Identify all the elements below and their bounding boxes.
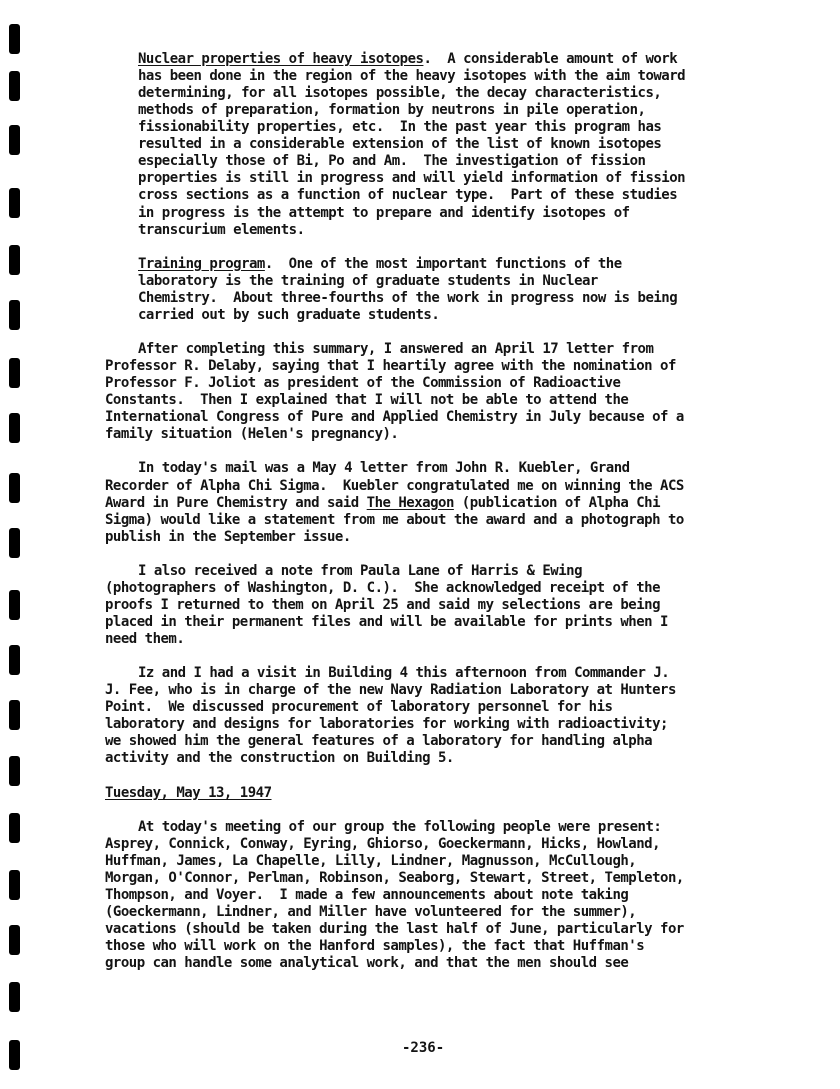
text-line [105, 358, 676, 375]
text-line [138, 51, 677, 68]
underlined-text: The Hexagon [366, 494, 454, 511]
text-line [138, 136, 661, 153]
line-text: At today's meeting of our group the following people were present: [138, 818, 662, 835]
line-text: has been done in the region of the heavy isotopes with the aim toward [138, 68, 686, 85]
line-text: In today's mail was a May 4 letter from John R. Kuebler, Grand [138, 460, 630, 477]
text-line [138, 205, 630, 222]
line-text: fissionability properties, etc. In the past year this program has [138, 119, 662, 136]
text-line [105, 426, 398, 443]
text-line [105, 631, 184, 648]
text-line [138, 341, 653, 358]
page-number: -236- [402, 1040, 445, 1056]
line-text: those who will work on the Hanford samples), the fact that Huffman's [105, 938, 645, 955]
line-text: group can handle some analytical work, and that the men should see [105, 955, 629, 972]
text-line [105, 512, 684, 529]
line-text: Professor F. Joliot as president of the Commission of Radioactive [105, 375, 621, 392]
line-text: need them. [105, 631, 185, 648]
underlined-text: Nuclear properties of heavy isotopes [138, 51, 424, 67]
text-line [105, 375, 620, 392]
text-line [105, 682, 676, 699]
line-text: J. Fee, who is in charge of the new Navy Radiation Laboratory at Hunters [105, 682, 676, 699]
line-text: Point. We discussed procurement of laboratory personnel for his [105, 699, 613, 716]
text-line [105, 904, 636, 921]
text-line [138, 819, 661, 836]
text-line [105, 409, 684, 426]
text-line [105, 733, 652, 750]
line-text: After completing this summary, I answered an April 17 letter from [138, 341, 654, 358]
text-line [105, 921, 684, 938]
text-line [105, 478, 684, 495]
line-text: Professor R. Delaby, saying that I heartily agree with the nomination of [105, 358, 676, 375]
line-text: Award in Pure Chemistry and said [105, 494, 367, 511]
text-line [105, 392, 628, 409]
text-line [105, 580, 660, 597]
line-text: Sigma) would like a statement from me about the award and a photograph to [105, 511, 684, 528]
text-line [138, 102, 645, 119]
line-text: Constants. Then I explained that I will not be able to attend the [105, 392, 629, 409]
text-line [138, 256, 622, 273]
line-text: Huffman, James, La Chapelle, Lilly, Lindner, Magnusson, McCullough, [105, 852, 637, 869]
text-line [138, 563, 582, 580]
line-text: resulted in a considerable extension of the list of known isotopes [138, 136, 662, 153]
line-text: carried out by such graduate students. [138, 306, 440, 323]
text-line [138, 170, 685, 187]
text-line [105, 785, 272, 802]
line-text: vacations (should be taken during the last half of June, particularly for [105, 921, 684, 938]
underlined-text: Training program [138, 255, 265, 272]
line-text: Iz and I had a visit in Building 4 this afternoon from Commander J. [138, 665, 670, 682]
line-text: Morgan, O'Connor, Perlman, Robinson, Seaborg, Stewart, Street, Templeton, [105, 869, 684, 886]
text-line [138, 273, 598, 290]
line-text: International Congress of Pure and Applied Chemistry in July because of a [105, 409, 684, 426]
text-line [105, 699, 612, 716]
line-text: activity and the construction on Building 5. [105, 750, 454, 767]
text-line [138, 665, 669, 682]
line-text: I also received a note from Paula Lane of Harris & Ewing [138, 562, 583, 579]
line-text: placed in their permanent files and will be available for prints when I [105, 613, 668, 630]
line-text: cross sections as a function of nuclear type. Part of these studies [138, 187, 678, 204]
text-line [138, 153, 645, 170]
line-text: methods of preparation, formation by neutrons in pile operation, [138, 102, 646, 119]
text-line [105, 955, 628, 972]
text-line [138, 85, 661, 102]
line-text: in progress is the attempt to prepare and identify isotopes of [138, 204, 630, 221]
text-line [138, 460, 630, 477]
line-text: proofs I returned to them on April 25 and said my selections are being [105, 596, 661, 613]
underlined-text: Tuesday, May 13, 1947 [105, 784, 272, 801]
text-line [105, 716, 668, 733]
line-text: especially those of Bi, Po and Am. The investigation of fission [138, 153, 646, 170]
text-line [105, 614, 668, 631]
line-text: publish in the September issue. [105, 528, 351, 545]
text-line [105, 870, 684, 887]
line-text: . A considerable amount of work [423, 51, 678, 67]
line-text: . One of the most important functions of the [264, 255, 622, 272]
text-line [105, 597, 660, 614]
line-text: determining, for all isotopes possible, the decay characteristics, [138, 85, 662, 102]
line-text: (photographers of Washington, D. C.). She acknowledged receipt of the [105, 579, 661, 596]
line-text: (publication of Alpha Chi [453, 494, 661, 511]
text-line [138, 68, 685, 85]
line-text: transcurium elements. [138, 221, 305, 238]
line-text: we showed him the general features of a laboratory for handling alpha [105, 733, 653, 750]
line-text: properties is still in progress and will yield information of fission [138, 170, 686, 187]
text-line [105, 938, 644, 955]
text-line [105, 836, 660, 853]
text-line [138, 119, 661, 136]
text-line [105, 750, 454, 767]
text-line [105, 853, 636, 870]
text-line [138, 290, 677, 307]
line-text: Asprey, Connick, Conway, Eyring, Ghiorso, Goeckermann, Hicks, Howland, [105, 835, 661, 852]
line-text: Thompson, and Voyer. I made a few announcements about note taking [105, 886, 629, 903]
line-text: (Goeckermann, Lindner, and Miller have volunteered for the summer), [105, 904, 637, 920]
line-text: laboratory is the training of graduate students in Nuclear [138, 272, 598, 289]
text-line [138, 222, 305, 239]
line-text: laboratory and designs for laboratories for working with radioactivity; [105, 716, 668, 733]
text-line [105, 495, 660, 512]
text-line [105, 529, 351, 546]
text-line [105, 887, 628, 904]
line-text: family situation (Helen's pregnancy). [105, 426, 399, 443]
line-text: Chemistry. About three-fourths of the work in progress now is being [138, 289, 678, 306]
line-text: Recorder of Alpha Chi Sigma. Kuebler congratulated me on winning the ACS [105, 477, 684, 494]
text-line [138, 307, 439, 324]
text-line [138, 187, 677, 204]
